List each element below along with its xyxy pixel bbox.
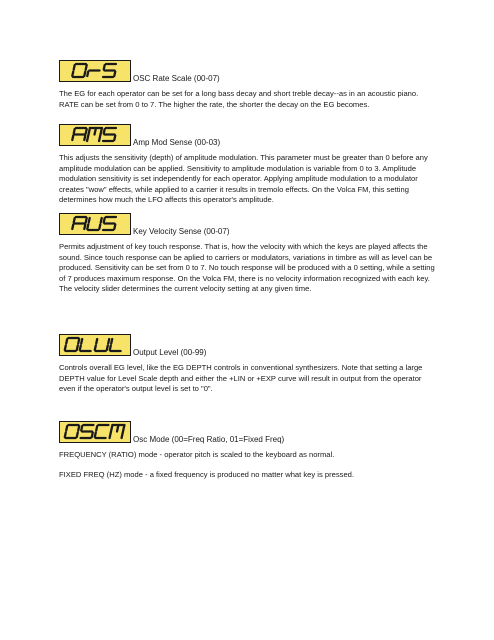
lcd-segment xyxy=(77,346,78,351)
lcd-segment xyxy=(86,65,87,70)
param-description: FIXED FREQ (HZ) mode - a fixed frequency is produced no matter what key is pressed. xyxy=(59,469,355,479)
lcd-segment xyxy=(81,339,82,344)
lcd-display xyxy=(59,124,131,146)
lcd-segment xyxy=(104,218,105,223)
lcd-segment xyxy=(101,218,102,223)
lcd-segment xyxy=(78,339,79,344)
lcd-segments xyxy=(60,214,129,233)
lcd-segment xyxy=(65,346,66,351)
lcd-segment xyxy=(114,136,115,141)
param-title: Output Level (00-99) xyxy=(133,348,207,357)
lcd-display xyxy=(59,213,131,235)
lcd-segment xyxy=(96,339,97,344)
lcd-segments xyxy=(60,422,129,441)
lcd-segments xyxy=(60,335,129,354)
lcd-segment xyxy=(110,346,111,351)
section-key-velocity-sense xyxy=(59,213,439,295)
lcd-segment xyxy=(72,225,73,230)
lcd-segment xyxy=(81,426,82,431)
lcd-segment xyxy=(84,72,85,77)
section-amp-mod-sense xyxy=(59,124,439,206)
lcd-segment xyxy=(99,225,100,230)
lcd-segment xyxy=(84,136,85,141)
param-description: This adjusts the sensitivity (depth) of amplitude modulation. This parameter must be greater than 0 before any amplitude modulation can be applied. Sensitivity to amplitude modulation is variable from 0 to 3. Amplitude modulation sensitivity is set independently for each operator. Applying amplitude modulation to a modulator creates "wow" effects, while applied to a carrier it results in tremolo effects. On the Volca FM, this setting determines how much the LFO affects this operator's amplitude. xyxy=(59,153,428,204)
section-osc-mode xyxy=(59,421,439,480)
param-header xyxy=(59,213,439,237)
lcd-segment xyxy=(95,128,96,135)
lcd-segment xyxy=(87,72,88,77)
param-header xyxy=(59,60,439,84)
lcd-segment xyxy=(89,218,90,223)
lcd-segment xyxy=(77,433,78,438)
lcd-segment xyxy=(72,72,73,77)
lcd-segment xyxy=(86,129,87,134)
lcd-segment xyxy=(110,425,113,438)
lcd-display xyxy=(59,334,131,356)
lcd-segment xyxy=(92,433,93,438)
lcd-segment xyxy=(66,339,67,344)
lcd-segment xyxy=(87,225,88,230)
lcd-segment xyxy=(72,136,73,141)
lcd-display xyxy=(59,421,131,443)
lcd-segment xyxy=(99,128,102,141)
param-title: Osc Mode (00=Freq Ratio, 01=Fixed Freq) xyxy=(133,435,285,444)
lcd-segment xyxy=(74,218,75,223)
lcd-segment xyxy=(114,225,115,230)
lcd-segment xyxy=(111,339,112,344)
lcd-segment xyxy=(74,65,75,70)
param-title: Amp Mod Sense (00-03) xyxy=(133,138,221,147)
lcd-segment xyxy=(86,218,87,223)
lcd-segment xyxy=(95,346,96,351)
lcd-segment xyxy=(80,346,81,351)
section-output-level xyxy=(59,334,439,395)
lcd-segment xyxy=(107,346,108,351)
lcd-segment xyxy=(114,72,115,77)
lcd-segment xyxy=(96,426,97,431)
param-description: Controls overall EG level, like the EG DEPTH controls in conventional synthesizers. Note that setting a large DEPTH value for Level Scale depth and either the +LIN or +EXP curve will result in output from the operator even if the operator's output level is set to "0". xyxy=(59,363,423,393)
lcd-segment xyxy=(122,425,125,438)
param-header xyxy=(59,334,439,358)
section-osc-rate-scale xyxy=(59,60,439,110)
param-title: Key Velocity Sense (00-07) xyxy=(133,227,230,236)
lcd-segment xyxy=(78,426,79,431)
lcd-segments xyxy=(60,61,129,80)
lcd-segment xyxy=(104,65,105,70)
lcd-segment xyxy=(108,339,109,344)
lcd-segment xyxy=(117,425,118,432)
param-description: FREQUENCY (RATIO) mode - operator pitch is scaled to the keyboard as normal. xyxy=(59,450,335,459)
param-description: The EG for each operator can be set for a long bass decay and short treble decay--as in an acoustic piano. RATE can be set from 0 to 7. The higher the rate, the shorter the decay on the EG becomes. xyxy=(59,89,419,109)
lcd-segment xyxy=(74,129,75,134)
lcd-segment xyxy=(65,433,66,438)
lcd-segment xyxy=(66,426,67,431)
param-header xyxy=(59,421,439,445)
param-title: OSC Rate Scale (00-07) xyxy=(133,74,220,83)
param-description: Permits adjustment of key touch response. That is, how the velocity with which the keys are played affects the sound. Since touch response can be aplied to carriers or modulators, variations in timbre as will as level can be produced. Sensitivity can be set from 0 to 7. No touch response will be produced with a 0 setting, while a setting of 7 produces maximum response. On the Volca FM, there is no velocity information recognized with each key. The velocity slider determines the current velocity setting at any given time. xyxy=(59,242,435,293)
lcd-display xyxy=(59,60,131,82)
lcd-segments xyxy=(60,125,129,144)
lcd-segment xyxy=(95,433,96,438)
lcd-segment xyxy=(84,225,85,230)
lcd-segment xyxy=(104,129,105,134)
param-header xyxy=(59,124,439,148)
